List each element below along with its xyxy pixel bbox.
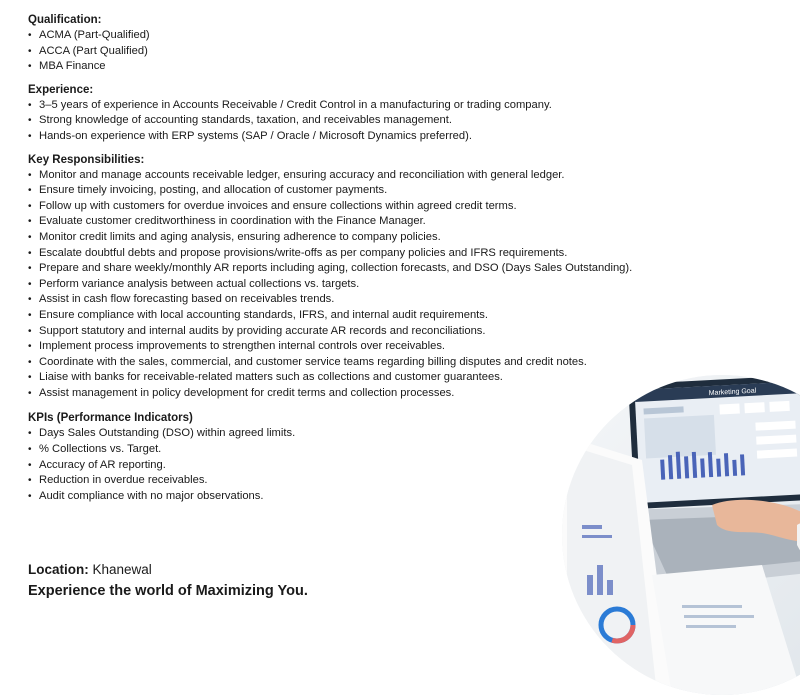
list-item: • Escalate doubtful debts and propose provisions/write-offs as per company policies and IFRS requirements. bbox=[28, 246, 708, 262]
list-item: • Implement process improvements to strengthen internal controls over receivables. bbox=[28, 339, 708, 355]
list-item: • ACCA (Part Qualified) bbox=[28, 44, 708, 60]
list-item: • Audit compliance with no major observations. bbox=[28, 489, 708, 505]
qualification-heading: Qualification: bbox=[28, 14, 102, 26]
qualification-section bbox=[28, 13, 708, 75]
kpis-heading: KPIs (Performance Indicators) bbox=[28, 412, 193, 425]
experience-section bbox=[28, 83, 708, 145]
screen-title: Marketing Goal bbox=[708, 387, 757, 398]
list-item: • Coordinate with the sales, commercial, and customer service teams regarding billing disputes and credit notes. bbox=[28, 355, 708, 371]
list-item: • ACMA (Part-Qualified) bbox=[28, 28, 708, 44]
list-item: • Evaluate customer creditworthiness in coordination with the Finance Manager. bbox=[28, 214, 708, 230]
list-item: • Perform variance analysis between actual collections vs. targets. bbox=[28, 277, 708, 293]
location-label: Location: bbox=[28, 562, 89, 577]
responsibilities-heading: Key Responsibilities: bbox=[28, 153, 145, 166]
list-item: • Assist in cash flow forecasting based on receivables trends. bbox=[28, 292, 708, 308]
list-item: • Follow up with customers for overdue invoices and ensure collections within agreed credit terms. bbox=[28, 199, 708, 215]
list-item: • Monitor credit limits and aging analysis, ensuring adherence to company policies. bbox=[28, 230, 708, 246]
list-item: • Support statutory and internal audits by providing accurate AR records and reconciliations. bbox=[28, 324, 708, 340]
responsibilities-section bbox=[28, 153, 708, 402]
list-item: • Liaise with banks for receivable-related matters such as collections and customer guarantees. bbox=[28, 370, 708, 386]
list-item: • Reduction in overdue receivables. bbox=[28, 473, 708, 489]
list-item: • Strong knowledge of accounting standards, taxation, and receivables management. bbox=[28, 113, 708, 129]
list-item: • % Collections vs. Target. bbox=[28, 442, 708, 458]
list-item: • Prepare and share weekly/monthly AR reports including aging, collection forecasts, and DSO (Days Sales Outstanding). bbox=[28, 261, 708, 277]
list-item: • 3–5 years of experience in Accounts Receivable / Credit Control in a manufacturing or trading company. bbox=[28, 98, 708, 114]
list-item: • Hands-on experience with ERP systems (SAP / Oracle / Microsoft Dynamics preferred). bbox=[28, 129, 708, 145]
experience-heading: Experience: bbox=[28, 83, 94, 96]
experience-list bbox=[28, 98, 708, 145]
list-item: • Assist management in policy development for credit terms and collection processes. bbox=[28, 386, 708, 402]
list-item: • Monitor and manage accounts receivable ledger, ensuring accuracy and reconciliation with general ledger. bbox=[28, 168, 708, 184]
list-item: • Accuracy of AR reporting. bbox=[28, 458, 708, 474]
list-item: • Ensure compliance with local accounting standards, IFRS, and internal audit requirements. bbox=[28, 308, 708, 324]
responsibilities-list bbox=[28, 168, 708, 402]
location-line bbox=[28, 562, 152, 577]
list-item: • MBA Finance bbox=[28, 59, 708, 75]
list-item: • Ensure timely invoicing, posting, and allocation of customer payments. bbox=[28, 183, 708, 199]
qualification-list bbox=[28, 28, 708, 75]
list-item: • Days Sales Outstanding (DSO) within agreed limits. bbox=[28, 426, 708, 442]
location-value: Khanewal bbox=[92, 562, 152, 577]
tagline: Experience the world of Maximizing You. bbox=[28, 583, 308, 599]
